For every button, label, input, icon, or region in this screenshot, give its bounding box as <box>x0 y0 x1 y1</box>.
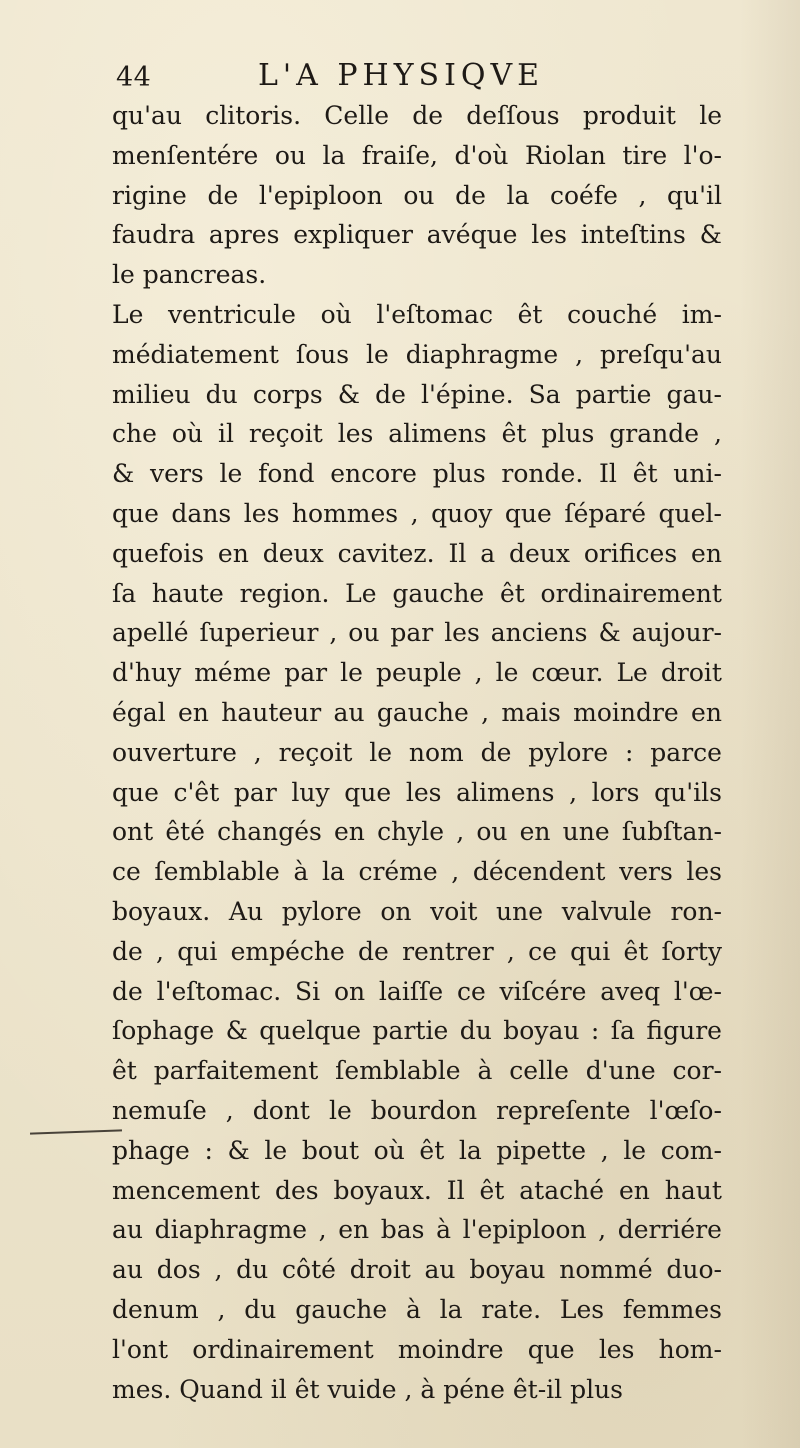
text-line: l'ont ordinairement moindre que les hom- <box>112 1334 722 1364</box>
running-head: L'A PHYSIQVE <box>258 58 545 93</box>
page-header <box>0 58 800 98</box>
text-line: ſa haute region. Le gauche êt ordinairement <box>112 578 722 608</box>
text-line: apellé ſuperieur , ou par les anciens & aujour- <box>112 618 722 648</box>
text-line: que c'êt par luy que les alimens , lors qu'ils <box>112 777 722 807</box>
text-line: êt parfaitement ſemblable à celle d'une cor- <box>112 1056 722 1086</box>
body-text <box>112 96 722 1409</box>
text-line: au dos , du côté droit au boyau nommé duo- <box>112 1255 722 1285</box>
text-line: Le ventricule où l'eſtomac êt couché im- <box>112 299 722 329</box>
text-line: boyaux. Au pylore on voit une valvule ron- <box>112 896 722 926</box>
text-line: nemuſe , dont le bourdon repreſente l'œſo- <box>112 1095 722 1125</box>
text-line: d'huy méme par le peuple , le cœur. Le droit <box>112 658 722 688</box>
text-line: mes. Quand il êt vuide , à péne êt-il plus <box>112 1374 624 1404</box>
text-line: ſophage & quelque partie du boyau : ſa figure <box>112 1016 722 1046</box>
text-line: menſentére ou la fraiſe, d'où Riolan tire l'o- <box>112 140 722 170</box>
text-line: milieu du corps & de l'épine. Sa partie gau- <box>112 379 722 409</box>
text-line: denum , du gauche à la rate. Les femmes <box>112 1294 722 1324</box>
text-line: ont êté changés en chyle , ou en une ſubſtan- <box>112 817 722 847</box>
text-line: de , qui empéche de rentrer , ce qui êt ſorty <box>112 936 722 966</box>
text-line: & vers le fond encore plus ronde. Il êt uni- <box>112 459 722 489</box>
text-line: médiatement ſous le diaphragme , preſqu'au <box>112 339 722 369</box>
text-line: que dans les hommes , quoy que ſéparé quel- <box>112 498 722 528</box>
text-line: au diaphragme , en bas à l'epiploon , derriére <box>112 1215 722 1245</box>
text-line: de l'eſtomac. Si on laiſſe ce viſcére aveq l'œ- <box>112 976 722 1006</box>
text-line: qu'au clitoris. Celle de deſſous produit le <box>112 101 722 130</box>
text-line: quefois en deux cavitez. Il a deux orifices en <box>112 538 722 568</box>
text-line: égal en hauteur au gauche , mais moindre en <box>112 697 722 727</box>
ink-stroke-mark <box>30 1129 122 1134</box>
page-number: 44 <box>116 62 152 93</box>
text-line: ce ſemblable à la créme , décendent vers les <box>112 857 722 887</box>
text-line: faudra apres expliquer avéque les inteſtins & <box>112 220 722 250</box>
text-line: phage : & le bout où êt la pipette , le com- <box>112 1135 722 1165</box>
text-line: le pancreas. <box>112 260 267 290</box>
text-line: ouverture , reçoit le nom de pylore : parce <box>112 737 722 767</box>
text-line: che où il reçoit les alimens êt plus grande , <box>112 419 722 449</box>
text-line: rigine de l'epiploon ou de la coéfe , qu'il <box>112 180 722 210</box>
text-line: mencement des boyaux. Il êt ataché en haut <box>112 1175 722 1205</box>
